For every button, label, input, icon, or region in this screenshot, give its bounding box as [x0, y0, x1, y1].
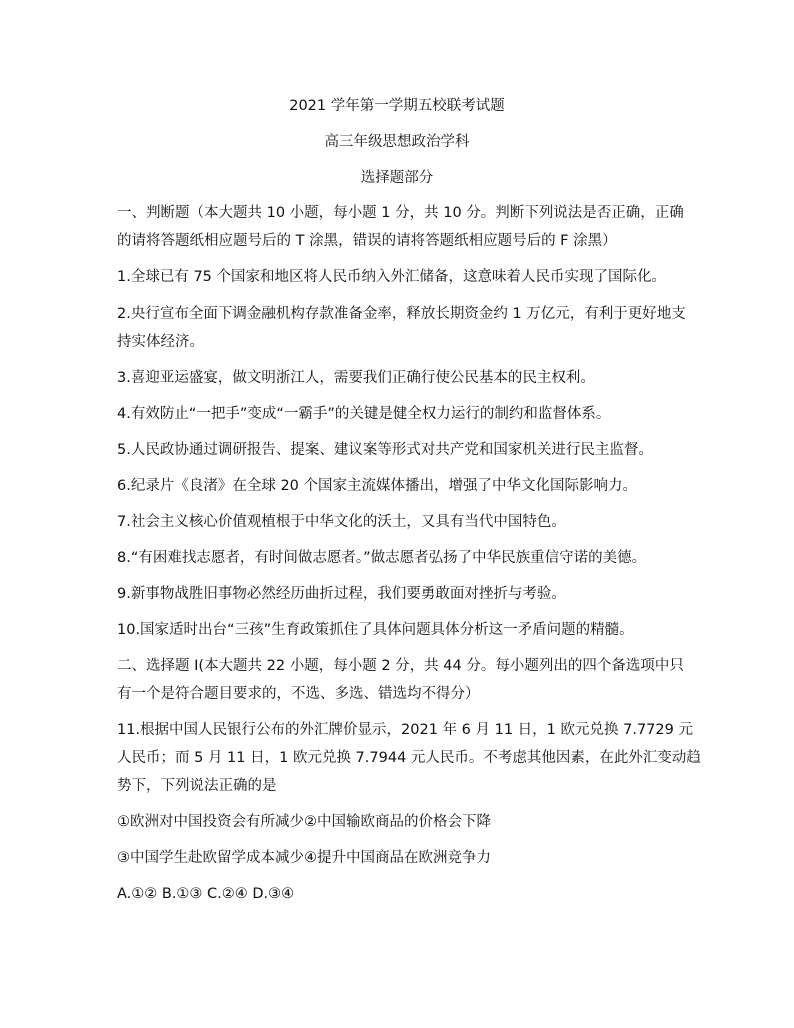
exam-subtitle: 高三年级思想政治学科	[324, 134, 470, 150]
instruction-line: 二、选择题 I(本大题共 22 小题，每小题 2 分，共 44 分。每小题列出的四个备选项中只	[117, 658, 684, 674]
question-9: 9.新事物战胜旧事物必然经历曲折过程，我们要勇敢面对挫折与考验。	[117, 586, 566, 602]
question-5: 5.人民政协通过调研报告、提案、建议案等形式对共产党和国家机关进行民主监督。	[117, 442, 653, 458]
question-11-options: A.①② B.①③ C.②④ D.③④	[117, 886, 295, 902]
question-7: 7.社会主义核心价值观植根于中华文化的沃土，又具有当代中国特色。	[117, 514, 566, 530]
question-11-statement: ①欧洲对中国投资会有所减少②中国输欧商品的价格会下降	[117, 814, 491, 830]
question-11-stem-line: 人民币；而 5 月 11 日，1 欧元兑换 7.7944 元人民币。不考虑其他因素，在此外汇变动趋	[117, 750, 701, 766]
question-11-stem-line: 11.根据中国人民银行公布的外汇牌价显示，2021 年 6 月 11 日，1 欧元兑换 7.7729 元	[117, 722, 693, 738]
question-8: 8.“有困难找志愿者，有时间做志愿者。”做志愿者弘扬了中华民族重信守诺的美德。	[117, 550, 647, 566]
question-11-statement: ③中国学生赴欧留学成本减少④提升中国商品在欧洲竞争力	[117, 850, 491, 866]
question-2-line-1: 2.央行宣布全面下调金融机构存款准备金率，释放长期资金约 1 万亿元，有利于更好地支	[117, 306, 686, 322]
question-2-line-2: 持实体经济。	[117, 334, 204, 350]
exam-title: 2021 学年第一学期五校联考试题	[289, 98, 505, 114]
question-3: 3.喜迎亚运盛宴，做文明浙江人，需要我们正确行使公民基本的民主权利。	[117, 370, 595, 386]
question-10: 10.国家适时出台“三孩”生育政策抓住了具体问题具体分析这一矛盾问题的精髓。	[117, 622, 634, 638]
question-4: 4.有效防止“一把手”变成“一霸手”的关键是健全权力运行的制约和监督体系。	[117, 406, 611, 422]
instruction-line: 有一个是符合题目要求的，不选、多选、错选均不得分）	[117, 686, 480, 702]
question-11-stem-line: 势下，下列说法正确的是	[117, 778, 277, 794]
question-6: 6.纪录片《良渚》在全球 20 个国家主流媒体播出，增强了中华文化国际影响力。	[117, 478, 638, 494]
instruction-line: 的请将答题纸相应题号后的 T 涂黑，错误的请将答题纸相应题号后的 F 涂黑）	[117, 233, 617, 249]
instruction-line: 一、判断题（本大题共 10 小题，每小题 1 分，共 10 分。判断下列说法是否正确，正确	[117, 205, 684, 221]
section-title: 选择题部分	[360, 170, 434, 186]
question-1: 1.全球已有 75 个国家和地区将人民币纳入外汇储备，这意味着人民币实现了国际化。	[117, 269, 667, 285]
